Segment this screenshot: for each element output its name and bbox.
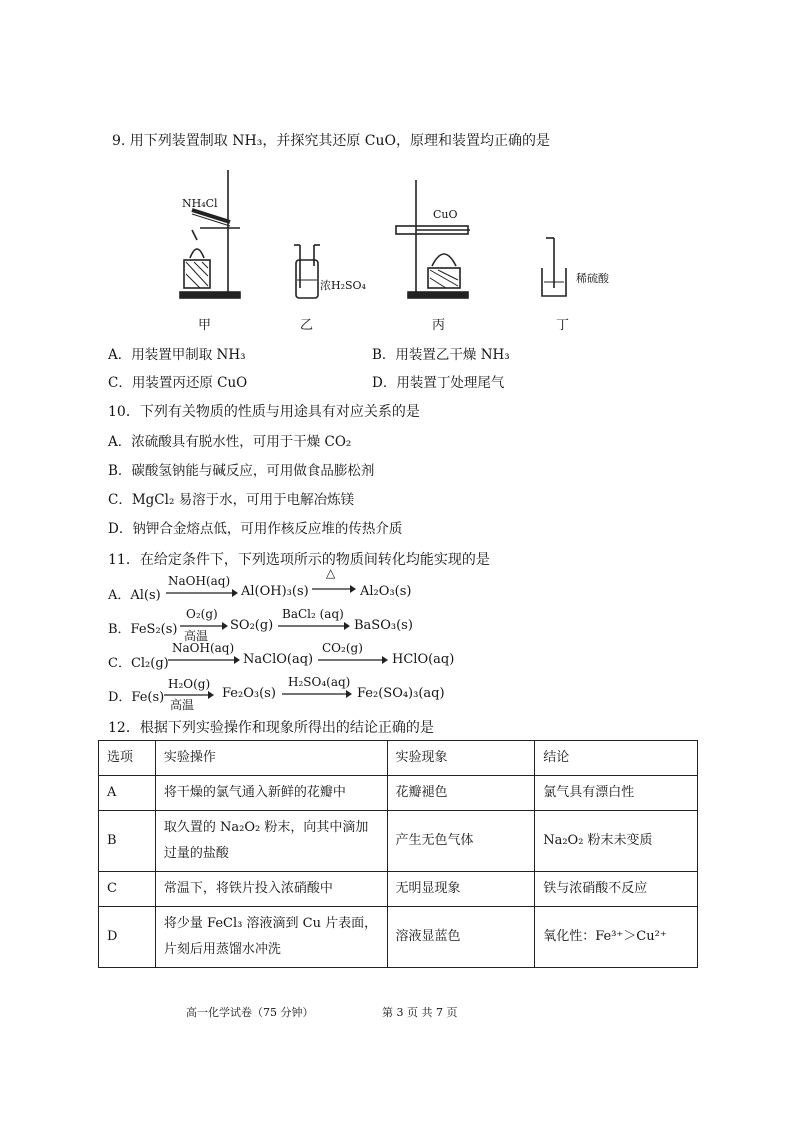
table-header-cell: 结论 bbox=[535, 741, 698, 776]
q12-table bbox=[98, 740, 698, 968]
q11a-arrow2 bbox=[312, 584, 356, 594]
apparatus-ding bbox=[542, 238, 566, 296]
apparatus-bing bbox=[396, 180, 470, 298]
q11a-cond2: △ bbox=[326, 566, 336, 580]
row-phenomenon: 产生无色气体 bbox=[387, 811, 535, 872]
q11b-reactant: B．FeS₂(s) bbox=[108, 622, 178, 637]
q11b-cond1: O₂(g) bbox=[186, 607, 218, 621]
q11d-cond1-below: 高温 bbox=[170, 698, 195, 712]
q11d-product2: Fe₂(SO₄)₃(aq) bbox=[357, 686, 445, 701]
q9-stem: 9. 用下列装置制取 NH₃，并探究其还原 CuO，原理和装置均正确的是 bbox=[112, 133, 550, 149]
label-dilute-acid: 稀硫酸 bbox=[576, 272, 609, 285]
q11c-cond1: NaOH(aq) bbox=[172, 641, 235, 655]
apparatus-jia bbox=[180, 170, 240, 298]
table-header-cell: 实验现象 bbox=[387, 741, 535, 776]
table-header-cell: 选项 bbox=[99, 741, 156, 776]
q11a-product1: Al(OH)₃(s) bbox=[241, 584, 309, 599]
q10-stem: 10．下列有关物质的性质与用途具有对应关系的是 bbox=[108, 404, 420, 420]
row-operation: 将干燥的氯气通入新鲜的花瓣中 bbox=[155, 776, 387, 811]
q9-option-b: B．用装置乙干燥 NH₃ bbox=[372, 347, 510, 363]
q10-option-c: C．MgCl₂ 易溶于水，可用于电解冶炼镁 bbox=[108, 492, 355, 508]
q11a-cond1: NaOH(aq) bbox=[168, 574, 231, 588]
q11c-product2: HClO(aq) bbox=[392, 652, 455, 667]
q10-option-b: B．碳酸氢钠能与碱反应，可用做食品膨松剂 bbox=[108, 463, 375, 479]
table-row bbox=[99, 907, 698, 968]
row-option: D bbox=[99, 907, 156, 968]
footer-exam-title: 高一化学试卷（75 分钟） bbox=[186, 1006, 314, 1019]
apparatus-figure bbox=[170, 170, 630, 310]
q11c-arrow2 bbox=[318, 655, 388, 665]
row-option: C bbox=[99, 872, 156, 907]
q11c-reactant: C．Cl₂(g) bbox=[108, 656, 169, 671]
row-conclusion: 铁与浓硝酸不反应 bbox=[535, 872, 698, 907]
q11c-cond2: CO₂(g) bbox=[322, 641, 363, 655]
label-ding: 丁 bbox=[556, 318, 570, 333]
q11b-product2: BaSO₃(s) bbox=[354, 618, 413, 633]
label-cuo: CuO bbox=[433, 208, 458, 221]
row-operation: 将少量 FeCl₃ 溶液滴到 Cu 片表面，片刻后用蒸馏水冲洗 bbox=[155, 907, 387, 968]
row-phenomenon: 花瓣褪色 bbox=[387, 776, 535, 811]
q11a-arrow1 bbox=[166, 588, 238, 598]
q11c-arrow1 bbox=[168, 655, 240, 665]
label-nh4cl: NH₄Cl bbox=[182, 197, 218, 210]
q9-option-a: A．用装置甲制取 NH₃ bbox=[108, 347, 246, 363]
row-phenomenon: 无明显现象 bbox=[387, 872, 535, 907]
row-operation: 取久置的 Na₂O₂ 粉末，向其中滴加过量的盐酸 bbox=[155, 811, 387, 872]
table-header-row bbox=[99, 741, 698, 776]
row-operation: 常温下，将铁片投入浓硝酸中 bbox=[155, 872, 387, 907]
q11d-product1: Fe₂O₃(s) bbox=[222, 686, 276, 701]
q10-option-d: D．钠钾合金熔点低，可用作核反应堆的传热介质 bbox=[108, 521, 403, 537]
q11d-reactant: D．Fe(s) bbox=[108, 690, 165, 705]
table-row bbox=[99, 872, 698, 907]
table-header-cell: 实验操作 bbox=[155, 741, 387, 776]
label-yi: 乙 bbox=[300, 318, 314, 333]
q12-stem: 12．根据下列实验操作和现象所得出的结论正确的是 bbox=[108, 720, 434, 736]
q10-option-a: A．浓硫酸具有脱水性，可用于干燥 CO₂ bbox=[108, 434, 352, 450]
q11d-cond1: H₂O(g) bbox=[168, 677, 211, 691]
label-h2so4: 浓H₂SO₄ bbox=[320, 279, 366, 292]
footer-page-number: 第 3 页 共 7 页 bbox=[382, 1006, 458, 1019]
row-conclusion: 氧化性：Fe³⁺＞Cu²⁺ bbox=[535, 907, 698, 968]
table-row bbox=[99, 811, 698, 872]
q11a-reactant: A．Al(s) bbox=[108, 588, 161, 603]
q11d-arrow2 bbox=[282, 689, 352, 699]
q11b-product1: SO₂(g) bbox=[230, 618, 274, 633]
apparatus-yi bbox=[294, 245, 320, 298]
q9-option-c: C．用装置丙还原 CuO bbox=[108, 375, 248, 391]
label-jia: 甲 bbox=[198, 318, 212, 333]
row-option: B bbox=[99, 811, 156, 872]
label-bing: 丙 bbox=[432, 318, 446, 333]
q11b-arrow2 bbox=[278, 621, 350, 631]
row-phenomenon: 溶液显蓝色 bbox=[387, 907, 535, 968]
q11d-cond2: H₂SO₄(aq) bbox=[288, 675, 351, 689]
q11b-cond1-below: 高温 bbox=[184, 629, 209, 643]
table-row bbox=[99, 776, 698, 811]
q11b-cond2: BaCl₂ (aq) bbox=[282, 607, 344, 621]
row-option: A bbox=[99, 776, 156, 811]
q9-option-d: D．用装置丁处理尾气 bbox=[372, 375, 505, 391]
row-conclusion: 氯气具有漂白性 bbox=[535, 776, 698, 811]
q11c-product1: NaClO(aq) bbox=[243, 652, 314, 667]
row-conclusion: Na₂O₂ 粉末未变质 bbox=[535, 811, 698, 872]
q11-stem: 11．在给定条件下，下列选项所示的物质间转化均能实现的是 bbox=[108, 552, 490, 568]
q11a-product2: Al₂O₃(s) bbox=[360, 584, 412, 599]
